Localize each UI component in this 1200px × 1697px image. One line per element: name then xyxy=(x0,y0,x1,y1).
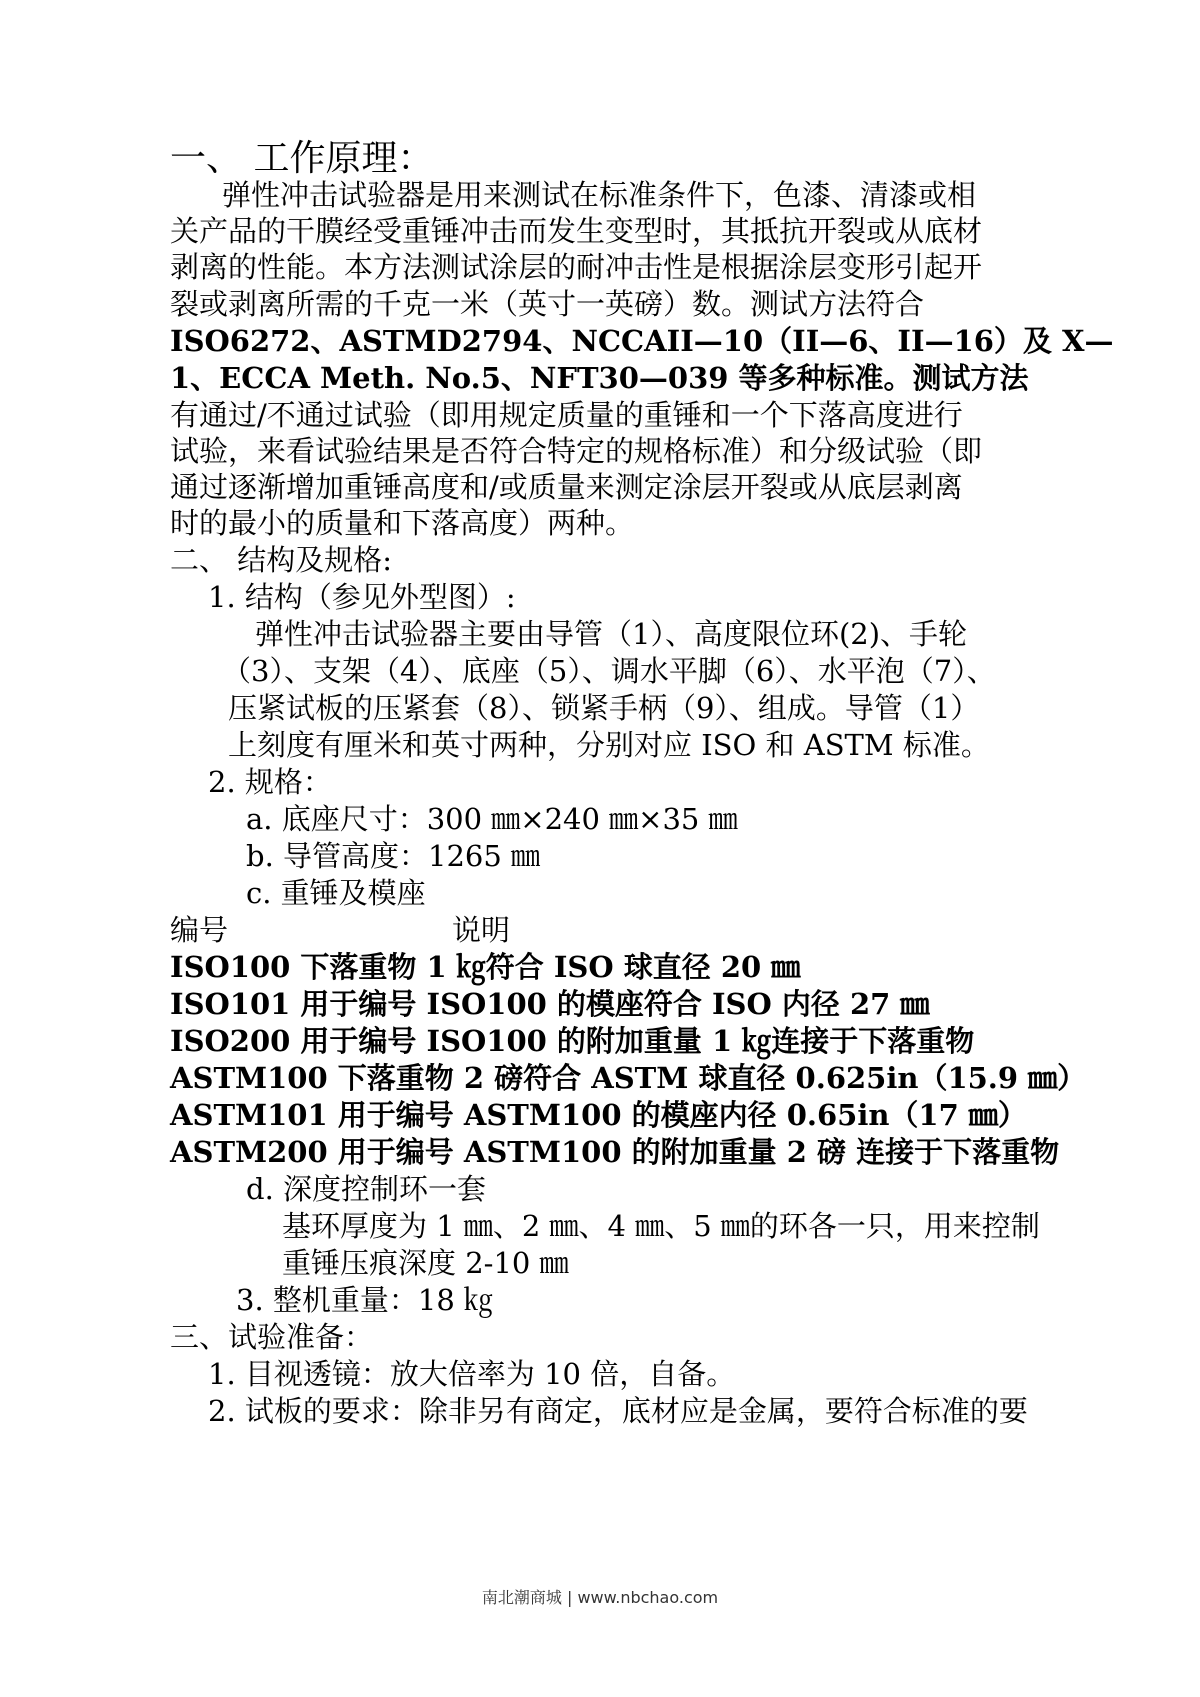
spec-a: a. 底座尺寸：300 ㎜×240 ㎜×35 ㎜ xyxy=(246,802,738,836)
section-1-heading: 一、 工作原理： xyxy=(170,138,434,179)
spec-d-line: 基环厚度为 1 ㎜、2 ㎜、4 ㎜、5 ㎜的环各一只，用来控制 xyxy=(282,1209,1040,1243)
table-row: ISO101 用于编号 ISO100 的模座符合 ISO 内径 27 ㎜ xyxy=(170,987,930,1021)
paragraph-line: 1、ECCA Meth. No.5、NFT30—039 等多种标准。测试方法 xyxy=(170,361,1029,395)
prep-item-1: 1. 目视透镜：放大倍率为 10 倍，自备。 xyxy=(208,1357,736,1391)
paragraph-line: 关产品的干膜经受重锤冲击而发生变型时，其抵抗开裂或从底材 xyxy=(170,214,983,248)
table-row: ASTM100 下落重物 2 磅符合 ASTM 球直径 0.625in（15.9 ㎜） xyxy=(170,1061,1087,1095)
spec-d: d. 深度控制环一套 xyxy=(246,1172,487,1206)
structure-line: 弹性冲击试验器主要由导管（1）、高度限位环(2)、手轮 xyxy=(255,617,968,651)
paragraph-line: 试验，来看试验结果是否符合特定的规格标准）和分级试验（即 xyxy=(170,434,983,468)
prep-item-2: 2. 试板的要求：除非另有商定，底材应是金属，要符合标准的要 xyxy=(208,1394,1028,1428)
table-row: ISO100 下落重物 1 ㎏符合 ISO 球直径 20 ㎜ xyxy=(170,950,801,984)
table-row: ASTM200 用于编号 ASTM100 的附加重量 2 磅 连接于下落重物 xyxy=(170,1135,1060,1169)
spec-c: c. 重锤及模座 xyxy=(246,876,426,910)
spec-d-line: 重锤压痕深度 2-10 ㎜ xyxy=(282,1246,569,1280)
table-row: ASTM101 用于编号 ASTM100 的模座内径 0.65in（17 ㎜） xyxy=(170,1098,1027,1132)
section-2-heading: 二、 结构及规格: xyxy=(170,543,392,577)
paragraph-line: 时的最小的质量和下落高度）两种。 xyxy=(170,506,635,540)
machine-weight: 3. 整机重量：18 ㎏ xyxy=(236,1283,494,1317)
section-3-heading: 三、试验准备： xyxy=(170,1320,374,1354)
structure-line: 压紧试板的压紧套（8）、锁紧手柄（9）、组成。导管（1） xyxy=(228,691,980,725)
paragraph-line: ISO6272、ASTMD2794、NCCAII—10（II—6、II—16）及 X— xyxy=(170,324,1114,358)
spec-title: 2. 规格： xyxy=(208,765,332,799)
paragraph-line: 有通过/不通过试验（即用规定质量的重锤和一个下落高度进行 xyxy=(170,398,963,432)
page-footer: 南北潮商城 | www.nbchao.com xyxy=(481,1588,719,1607)
paragraph-line: 通过逐渐增加重锤高度和/或质量来测定涂层开裂或从底层剥离 xyxy=(170,470,963,504)
structure-line: 上刻度有厘米和英寸两种，分别对应 ISO 和 ASTM 标准。 xyxy=(228,728,990,762)
structure-title: 1. 结构（参见外型图）: xyxy=(208,580,516,614)
paragraph-line: 裂或剥离所需的千克一米（英寸一英磅）数。测试方法符合 xyxy=(170,287,925,321)
table-header-desc: 说明 xyxy=(452,913,511,947)
structure-line: （3）、支架（4）、底座（5）、调水平脚（6）、水平泡（7）、 xyxy=(222,654,996,688)
table-row: ISO200 用于编号 ISO100 的附加重量 1 ㎏连接于下落重物 xyxy=(170,1024,975,1058)
table-header-code: 编号 xyxy=(170,913,229,947)
spec-b: b. 导管高度：1265 ㎜ xyxy=(246,839,541,873)
paragraph-line: 弹性冲击试验器是用来测试在标准条件下，色漆、清漆或相 xyxy=(222,178,977,212)
paragraph-line: 剥离的性能。本方法测试涂层的耐冲击性是根据涂层变形引起开 xyxy=(170,250,983,284)
